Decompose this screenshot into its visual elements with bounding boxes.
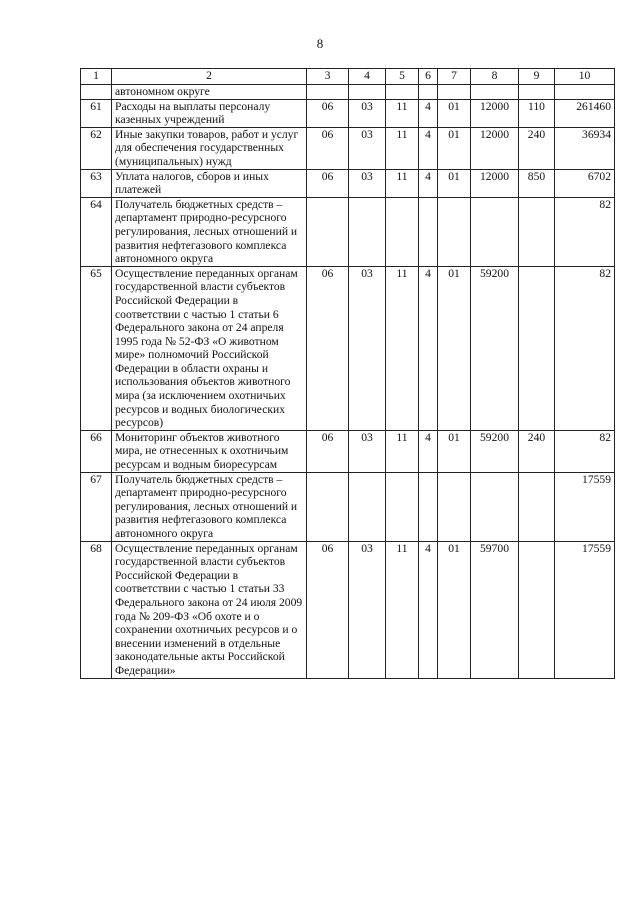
subsection-code: 03 (349, 169, 386, 197)
column-header: 2 (112, 69, 307, 85)
expense-type-code (519, 541, 555, 678)
row-description: Иные закупки товаров, работ и услуг для обеспечения государственных (муниципальных) нужд (112, 127, 307, 169)
subprogram-code: 4 (419, 169, 438, 197)
amount: 82 (555, 197, 615, 266)
program-code: 11 (386, 99, 419, 127)
section-code (307, 472, 349, 541)
amount: 82 (555, 430, 615, 472)
table-row (81, 266, 615, 430)
row-description: Получатель бюджетных средств – департамент природно-ресурсного регулирования, лесных отношений и развития нефтегазового комплекса автономного округа (112, 472, 307, 541)
row-number: 62 (81, 127, 112, 169)
activity-code: 01 (438, 169, 471, 197)
table-row (81, 99, 615, 127)
activity-code: 01 (438, 541, 471, 678)
subprogram-code: 4 (419, 127, 438, 169)
budget-table (80, 68, 615, 679)
expense-type-code (519, 266, 555, 430)
section-code (307, 197, 349, 266)
table-row (81, 472, 615, 541)
amount: 36934 (555, 127, 615, 169)
row-description: Уплата налогов, сборов и иных платежей (112, 169, 307, 197)
row-description: Получатель бюджетных средств – департамент природно-ресурсного регулирования, лесных отношений и развития нефтегазового комплекса автономного округа (112, 197, 307, 266)
activity-code (438, 197, 471, 266)
subprogram-code: 4 (419, 99, 438, 127)
direction-code: 12000 (471, 169, 519, 197)
row-number: 67 (81, 472, 112, 541)
section-code: 06 (307, 430, 349, 472)
subprogram-code (419, 197, 438, 266)
amount: 17559 (555, 472, 615, 541)
subsection-code (349, 197, 386, 266)
column-header: 8 (471, 69, 519, 85)
subsection-code: 03 (349, 430, 386, 472)
direction-code: 59200 (471, 430, 519, 472)
program-code (386, 472, 419, 541)
program-code: 11 (386, 266, 419, 430)
section-code: 06 (307, 541, 349, 678)
activity-code: 01 (438, 430, 471, 472)
row-number: 68 (81, 541, 112, 678)
program-code: 11 (386, 430, 419, 472)
expense-type-code (519, 472, 555, 541)
amount: 82 (555, 266, 615, 430)
row-number: 66 (81, 430, 112, 472)
column-header: 6 (419, 69, 438, 85)
subsection-code: 03 (349, 99, 386, 127)
amount: 6702 (555, 169, 615, 197)
program-code (386, 197, 419, 266)
table-row (81, 127, 615, 169)
table-row (81, 197, 615, 266)
subsection-code: 03 (349, 127, 386, 169)
program-code: 11 (386, 169, 419, 197)
program-code: 11 (386, 541, 419, 678)
subprogram-code: 4 (419, 266, 438, 430)
program-code: 11 (386, 127, 419, 169)
subprogram-code: 4 (419, 430, 438, 472)
table-row (81, 430, 615, 472)
row-description: Осуществление переданных органам государственной власти субъектов Российской Федерации в соответствии с частью 1 статьи 6 Федерального закона от 24 апреля 1995 года № 52-ФЗ «О животном мире» полномочий Российской Федерации в области охраны и использования объектов животного мира (за исключением охотничьих ресурсов и водных биологических ресурсов) (112, 266, 307, 430)
column-header: 5 (386, 69, 419, 85)
row-description: Осуществление переданных органам государственной власти субъектов Российской Федерации в соответствии с частью 1 статьи 33 Федерального закона от 24 июля 2009 года № 209-ФЗ «Об охоте и о сохранении охотничьих ресурсов и о внесении изменений в отдельные законодательные акты Российской Федерации» (112, 541, 307, 678)
column-header: 3 (307, 69, 349, 85)
direction-code: 12000 (471, 99, 519, 127)
subsection-code: 03 (349, 266, 386, 430)
expense-type-code: 240 (519, 430, 555, 472)
expense-type-code (519, 197, 555, 266)
subsection-code: 03 (349, 541, 386, 678)
row-number: 63 (81, 169, 112, 197)
direction-code (471, 197, 519, 266)
activity-code (438, 472, 471, 541)
column-header: 4 (349, 69, 386, 85)
page-number: 8 (316, 36, 324, 51)
activity-code: 01 (438, 127, 471, 169)
amount: 261460 (555, 99, 615, 127)
activity-code: 01 (438, 266, 471, 430)
column-header: 7 (438, 69, 471, 85)
direction-code: 59700 (471, 541, 519, 678)
subprogram-code (419, 472, 438, 541)
section-code: 06 (307, 127, 349, 169)
subsection-code (349, 472, 386, 541)
section-code: 06 (307, 99, 349, 127)
row-number-cell (81, 85, 112, 100)
row-number: 65 (81, 266, 112, 430)
table-row (81, 169, 615, 197)
section-code: 06 (307, 169, 349, 197)
expense-type-code: 110 (519, 99, 555, 127)
row-number: 61 (81, 99, 112, 127)
column-header: 9 (519, 69, 555, 85)
continuation-row (81, 85, 615, 100)
column-header: 1 (81, 69, 112, 85)
row-description: Расходы на выплаты персоналу казенных учреждений (112, 99, 307, 127)
expense-type-code: 240 (519, 127, 555, 169)
direction-code: 59200 (471, 266, 519, 430)
row-number: 64 (81, 197, 112, 266)
subprogram-code: 4 (419, 541, 438, 678)
direction-code (471, 472, 519, 541)
column-header: 10 (555, 69, 615, 85)
row-description: Мониторинг объектов животного мира, не отнесенных к охотничьим ресурсам и водным биоресурсам (112, 430, 307, 472)
direction-code: 12000 (471, 127, 519, 169)
expense-type-code: 850 (519, 169, 555, 197)
section-code: 06 (307, 266, 349, 430)
header-row (81, 69, 615, 85)
activity-code: 01 (438, 99, 471, 127)
amount: 17559 (555, 541, 615, 678)
continuation-text: автономном округе (112, 85, 307, 100)
table-row (81, 541, 615, 678)
